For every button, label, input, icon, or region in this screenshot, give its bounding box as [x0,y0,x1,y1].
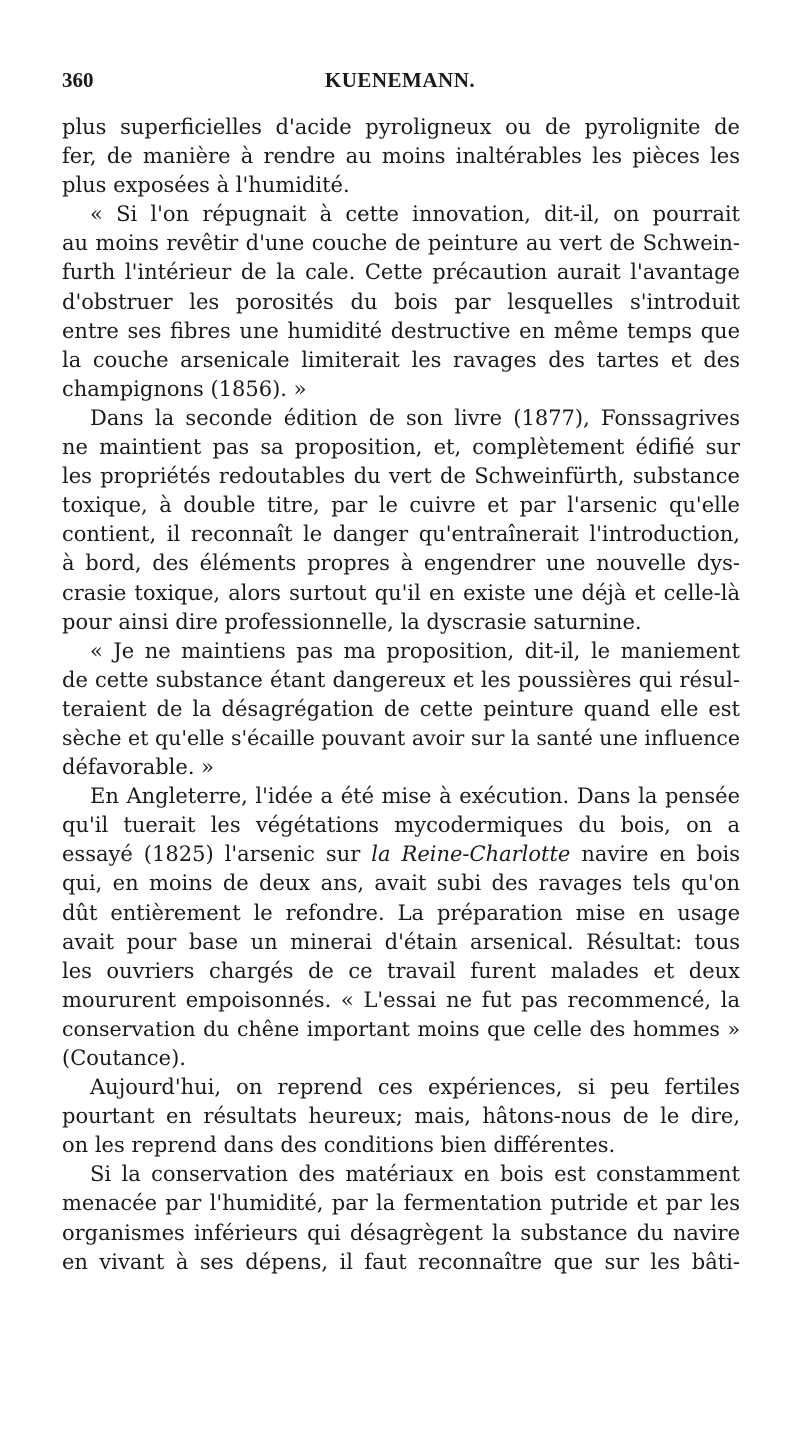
text-line: à bord, des éléments propres à engendrer une nouvelle dys- [62,551,740,576]
page-header [62,68,738,102]
text-line: d'obstruer les porosités du bois par lesquelles s'introduit [62,289,740,314]
text-line: En Angleterre, l'idée a été mise à exécution. Dans la pensée [90,784,740,809]
text-line: Si la conservation des matériaux en bois est constamment [90,1162,740,1187]
text-line: dût entièrement le refondre. La préparation mise en usage [62,900,740,925]
text-run: essayé (1825) l'arsenic sur [62,842,372,867]
text-line: pour ainsi dire professionnelle, la dyscrasie saturnine. [62,609,642,634]
running-title: KUENEMANN. [324,68,476,92]
text-line: conservation du chêne important moins que celle des hommes » [62,1016,740,1041]
text-line: plus superficielles d'acide pyroligneux ou de pyrolignite de [62,115,740,139]
text-line: qu'il tuerait les végétations mycodermiques du bois, on a [62,813,740,838]
text-line: Dans la seconde édition de son livre (1877), Fonssagrives [90,405,740,430]
text-line: menacée par l'humidité, par la fermentation putride et par les [62,1191,740,1216]
page-number: 360 [62,68,94,92]
text-line: la couche arsenicale limiterait les ravages des tartes et des [62,347,740,372]
text-line: (Coutance). [62,1046,186,1070]
text-line: qui, en moins de deux ans, avait subi des ravages tels qu'on [62,871,740,896]
text-line: avait pour base un minerai d'étain arsenical. Résultat: tous [62,929,740,954]
text-line: ne maintient pas sa proposition, et, complètement édifié sur [62,435,740,460]
text-line: crasie toxique, alors surtout qu'il en existe une déjà et celle-là [62,580,740,605]
text-line: organismes inférieurs qui désagrègent la substance du navire [62,1220,740,1245]
ship-name-italic: la Reine-Charlotte [371,842,571,867]
text-line: défavorable. » [62,755,215,780]
text-run: navire en bois [570,842,741,867]
text-line: « Si l'on répugnait à cette innovation, dit-il, on pourrait [90,202,740,227]
text-line: les ouvriers chargés de ce travail furent malades et deux [62,958,740,983]
text-line: Aujourd'hui, on reprend ces expériences, si peu fertiles [90,1075,740,1100]
text-line-with-italic [62,840,740,869]
text-line: pourtant en résultats heureux; mais, hâtons-nous de le dire, [62,1104,740,1129]
text-line: moururent empoisonnés. « L'essai ne fut pas recommencé, la [62,987,740,1012]
text-line: teraient de la désagrégation de cette peinture quand elle est [62,696,740,721]
text-line: fer, de manière à rendre au moins inaltérables les pièces les [62,144,740,169]
text-line: toxique, à double titre, par le cuivre et par l'arsenic qu'elle [62,493,740,518]
text-line: furth l'intérieur de la cale. Cette précaution aurait l'avantage [62,260,740,285]
text-line: « Je ne maintiens pas ma proposition, dit-il, le maniement [90,638,740,663]
text-line: plus exposées à l'humidité. [62,173,350,198]
text-line: les propriétés redoutables du vert de Schweinfürth, substance [62,464,740,489]
text-line: au moins revêtir d'une couche de peinture au vert de Schwein- [62,231,740,256]
text-line: en vivant à ses dépens, il faut reconnaître que sur les bâti- [62,1249,740,1274]
text-line: de cette substance étant dangereux et les poussières qui résul- [62,667,740,692]
text-line: contient, il reconnaît le danger qu'entraînerait l'introduction, [62,522,740,547]
body-text [62,113,740,1277]
text-line: on les reprend dans des conditions bien différentes. [62,1133,616,1158]
text-line: entre ses fibres une humidité destructive en même temps que [62,318,740,343]
text-line: champignons (1856). » [62,376,307,401]
text-line: sèche et qu'elle s'écaille pouvant avoir sur la santé une influence [62,725,740,750]
